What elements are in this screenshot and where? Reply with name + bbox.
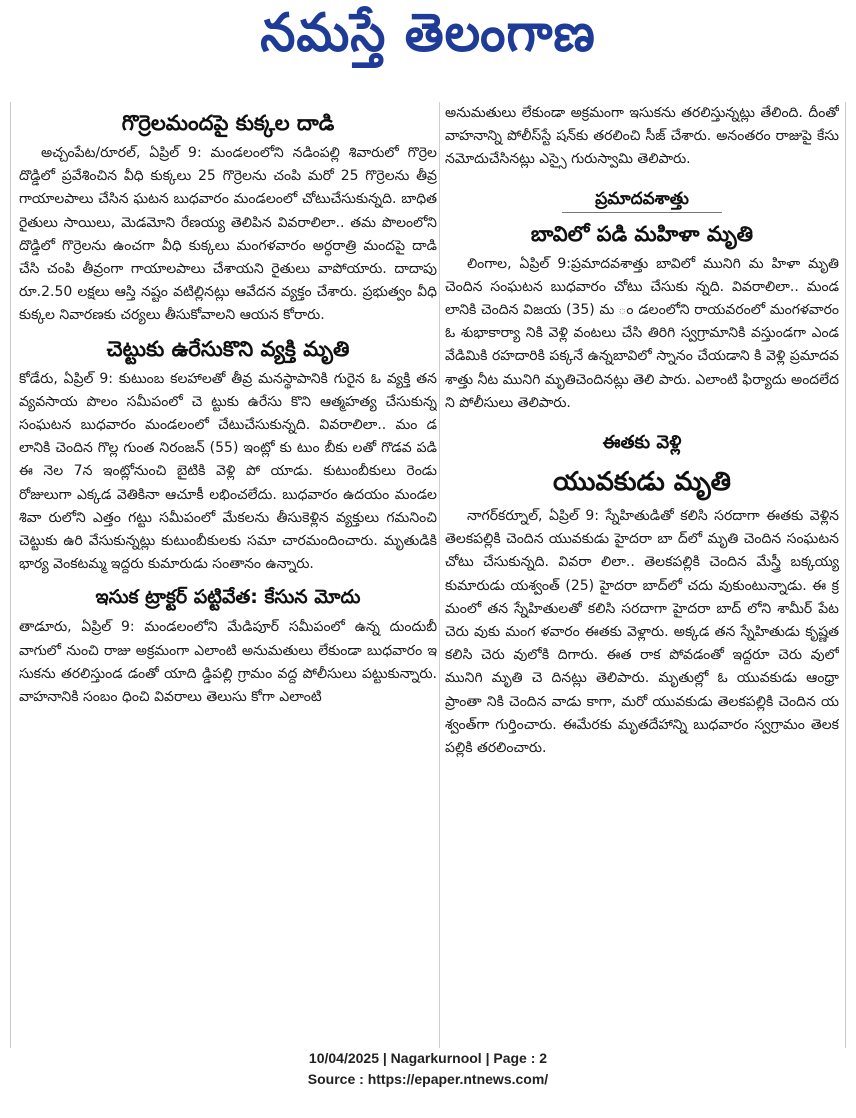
story-body: కోడేరు, ఏప్రిల్‌ 9: కుటుంబ కలహాలతో తీవ్ర మనస్థాపానికి గురైన ఓ వ్యక్తి తన వ్యవసాయ పొలం సమీపంలో చె ట్టుకు ఉరేసు కొని ఆత్మహత్య చేసుకున్న సంఘటన బుధవారం మండలంలో చేటుచేసుకున్నది. వివరాలిలా.. మం డలానికి చెందిన గొల్ల గుంత నిరంజన్‌ (55) ఇంట్లో కు టుం బీకు లతో గొడవ పడి ఈ నెల 7న ఇంట్లోనుంచి బైటికి వెళ్లి పో యాడు. కుటుంబీకులు రెండు రోజులుగా ఎక్కడ వెతికినా ఆచూకీ లభించలేదు. బుధవారం ఉదయం మండల శివా రులోని ఎత్తం గట్టు సమీపంలో మేకలను తీసుకెళ్లిన వ్యక్తులు గమనించి చెట్టుకు ఉరి వేసుకున్నట్లు కుటుంబీకులకు సమా చారమందించారు. మృతుడికి భార్య వెంకటమ్మ ఇద్దరు కుమారుడు సంతానం ఉన్నారు.: [19, 370, 437, 573]
source-link[interactable]: Source : https://epaper.ntnews.com/: [307, 1071, 549, 1087]
masthead: [0, 0, 856, 78]
story-headline: ఇసుక ట్రాక్టర్‌ పట్టివేత: కేసున మోదు: [95, 586, 361, 609]
edition-info: 10/04/2025 | Nagarkurnool | Page : 2: [308, 1050, 548, 1066]
story-headline: గొర్రెలమందపై కుక్కల దాడి: [121, 111, 335, 135]
page-footer: [0, 1048, 856, 1090]
column-divider: [439, 102, 440, 1048]
story-body: నాగర్‌కర్నూల్‌, ఏప్రిల్‌ 9: స్నేహితుడితో కలిసి సరదాగా ఈతకు వెళ్లిన తెలకపల్లికి చెందిన యువకుడు హైదరా బా ద్‌లో మృతి చెందిన సంఘటన చోటు చేసుకున్నది. వివరా లిలా.. తెలకపల్లికి చెందిన మేస్త్రీ బక్కయ్య కుమారుడు యశ్వంత్‌ (25) హైదరా బాద్‌లో చదు వుకుంటున్నాడు. ఈ క్రమంలో తన స్నేహితులతో కలిసి సరదాగా హైదరా బాద్‌ లోని శామీర్‌ పేట చెరు వుకు మంగ ళవారం ఈతకు వెళ్లారు. అక్కడ తన స్నేహితుడు కృష్ణత కలిసి చెరు వులోకి దిగారు. ఈత రాక పోవడంతో ఇద్దరూ చెరు వులో మునిగి మృతి చె దినట్లు తెలిపారు. మృతుల్లో ఓ యువకుడు ఆంధ్రా ప్రాంతా నికి చెందిన వాడు కాగా, మరో యువకుడు తెలకపల్లికి చెందిన యశ్వంత్‌గా గుర్తించారు. ఈమేరకు మృతదేహాన్ని బుధవారం స్వగ్రామం తెలకపల్లికి తరలించారు.: [445, 508, 839, 757]
newspaper-clipping: [10, 102, 846, 1048]
story-kicker: ప్రమాదవశాత్తు: [562, 186, 722, 213]
story-headline: చెట్టుకు ఉరేసుకొని వ్యక్తి మృతి: [106, 336, 350, 361]
story-dog-attack: [19, 108, 437, 328]
story-kicker: ఈతకు వెళ్లి: [602, 432, 682, 454]
story-body: లింగాల, ఏప్రిల్‌ 9:ప్రమాదవశాత్తు బావిలో మునిగి మ హిళా మృతి చెందిన సంఘటన బుధవారం చోటు చేసుకు న్నది. వివరాలిలా.. మండలానికి చెందిన విజయ (35) మ ం డలంలోని రాయవరంలో మంగళవారం ఓ శుభాకార్యా నికి వెళ్లి వంటలు చేసి తిరిగి స్వగ్రామానికి వస్తుండగా ఎండ వేడిమికి రహదారికి పక్కనే ఉన్నబావిలో స్నానం చేయడాని కి వెళ్లి ప్రమాదవశాత్తు నీట మునిగి మృతిచెందినట్లు తెలి పారు. ఎలాంటి ఫిర్యాదు అందలేదని పోలీసులు తెలిపారు.: [445, 255, 839, 411]
story-suicide: [19, 334, 437, 577]
story-sand-tractor: [19, 582, 437, 709]
story-body: అచ్చంపేట/రూరల్‌, ఏప్రిల్‌ 9: మండలంలోని నడింపల్లి శివారులో గొర్రెల దొడ్డిలో ప్రవేశించిన వీధి కుక్కలు 25 గొర్రెలను చంపి మరో 25 గొర్రెలను తీవ్ర గాయాలపాలు చేసిన ఘటన బుధవారం మండలంలో చోటుచేసుకున్నది. బాధిత రైతులు సాయిలు, మెడమోని రేణయ్య తెలిపిన వివరాలిలా.. తమ పొలంలోని దొడ్డిలో గొర్రెలను ఉంచగా వీధి కుక్కలు మంగళవారం అర్ధరాత్రి మందపై దాడి చేసి చంపి తీవ్రంగా గాయాలపాలు చేశాయని రైతులు వాపోయారు. దాదాపు రూ.2.50 లక్షలు ఆస్తి నష్టం వటిల్లినట్లు ఆవేదన వ్యక్తం చేశారు. ప్రభుత్వం వీధి కుక్కల నివారణకు చర్యలు తీసుకోవాలని ఆయన కోరారు.: [19, 145, 437, 324]
story-headline: బావిలో పడి మహిళా మృతి: [530, 221, 754, 246]
story-headline: యువకుడు మృతి: [553, 467, 731, 498]
story-continuation: అనుమతులు లేకుండా అక్రమంగా ఇసుకను తరలిస్తున్నట్లు తేలింది. దీంతో వాహనాన్ని పోలీస్‌స్టే షన్‌కు తరలించి సీజ్‌ చేశారు. అనంతరం రాజుపై కేసు నమోదుచేసినట్లు ఎస్సై గురుస్వామి తెలిపారు.: [445, 105, 839, 168]
newspaper-logo: నమస్తే తెలంగాణ: [260, 1, 596, 63]
story-body: తాడూరు, ఏప్రిల్‌ 9: మండలంలోని మేడిపూర్‌ సమీపంలో ఉన్న దుందుబీ వాగులో నుంచి రాజు అక్రమంగా ఎలాంటి అనుమతులు లేకుండా బుధవారం ఇసుకను తరలిస్తుండ డంతో యాది డ్డిపల్లి గ్రామం వద్ద పోలీసులు పట్టుకున్నారు. వాహనానికి సంబం ధించి వివరాలు తెలుసు కోగా ఎలాంటి: [19, 619, 437, 706]
right-column: [445, 102, 839, 1048]
story-youth-drowning: [445, 429, 839, 760]
left-column: [19, 102, 437, 1048]
story-woman-well: [445, 186, 839, 415]
